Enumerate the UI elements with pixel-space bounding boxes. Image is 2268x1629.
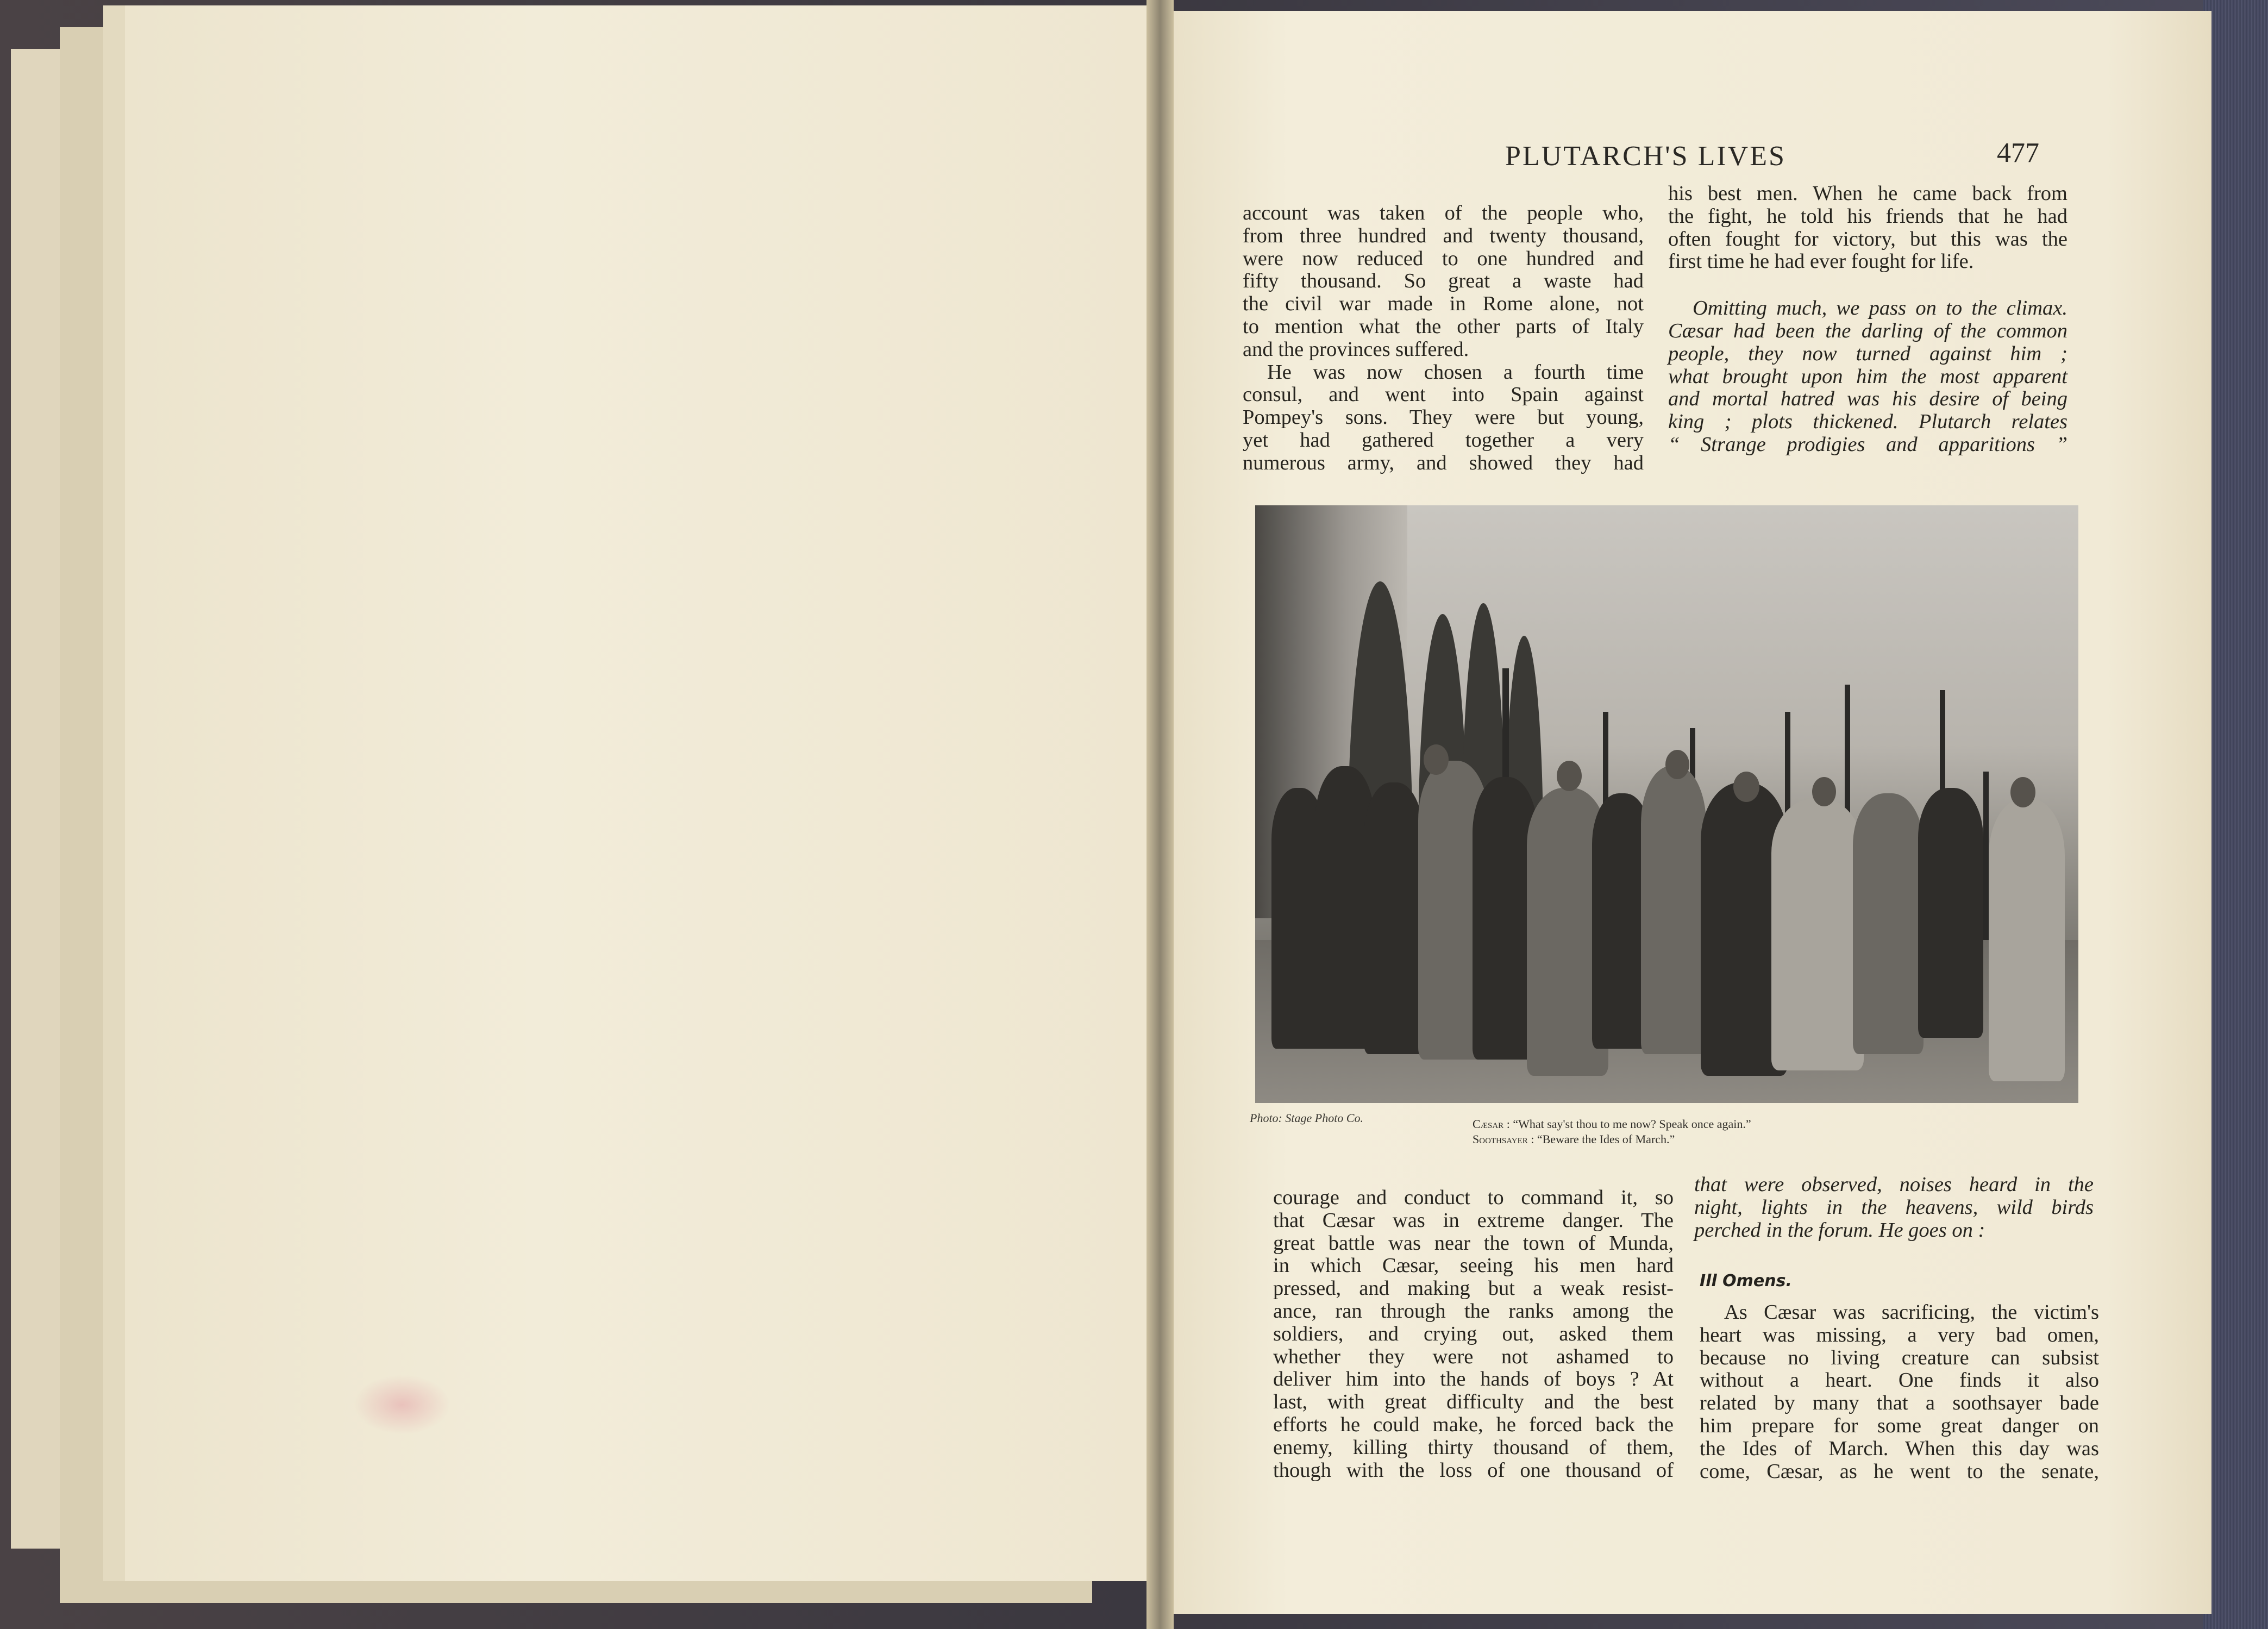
text-line: Omitting much, we pass on to the climax. — [1693, 297, 2067, 320]
text-line: because no living creature can subsist — [1700, 1346, 2099, 1369]
left-blank-page — [125, 5, 1157, 1581]
text-line: heart was missing, a very bad omen, — [1700, 1323, 2099, 1346]
text-column-top-right — [1668, 183, 2067, 456]
page-stack-edge — [11, 49, 136, 1549]
running-head: PLUTARCH'S LIVES — [1505, 141, 1786, 172]
caption-line-soothsayer: “Beware the Ides of March.” — [1537, 1132, 1675, 1146]
text-line: perched in the forum. He goes on : — [1694, 1218, 1985, 1242]
photo-caption — [1473, 1117, 1751, 1147]
text-line: whether they were not ashamed to — [1273, 1345, 1674, 1368]
text-line: to mention what the other parts of Italy — [1243, 315, 1644, 338]
text-line: first time he had ever fought for life. — [1668, 250, 1974, 273]
text-line: his best men. When he came back from — [1668, 182, 2067, 205]
text-line: what brought upon him the most apparent — [1668, 365, 2067, 388]
book-gutter — [1146, 0, 1174, 1629]
text-line: related by many that a soothsayer bade — [1700, 1392, 2099, 1415]
page-number: 477 — [1997, 137, 2039, 168]
text-line: fifty thousand. So great a waste had — [1243, 270, 1644, 293]
caption-line-caesar: “What say'st thou to me now? Speak once again.” — [1513, 1117, 1751, 1131]
text-line: come, Cæsar, as he went to the senate, — [1700, 1459, 2099, 1483]
text-line: consul, and went into Spain against — [1243, 383, 1644, 406]
text-line: and the provinces suffered. — [1243, 337, 1469, 361]
section-subheading: Ill Omens. — [1700, 1271, 1792, 1290]
text-column-bottom-right-italic — [1694, 1174, 2094, 1242]
text-line: that Cæsar was in extreme danger. The — [1273, 1208, 1674, 1232]
text-column-bottom-right — [1700, 1301, 2099, 1483]
text-line: As Cæsar was sacrificing, the victim's — [1724, 1301, 2099, 1324]
text-line: night, lights in the heavens, wild birds — [1694, 1195, 2094, 1219]
text-line: without a heart. One finds it also — [1700, 1369, 2099, 1392]
text-line: soldiers, and crying out, asked them — [1273, 1322, 1674, 1345]
caption-speaker-soothsayer: Soothsayer : — [1473, 1132, 1534, 1146]
photo-credit: Photo: Stage Photo Co. — [1250, 1111, 1363, 1125]
caption-speaker-caesar: Cæsar : — [1473, 1117, 1510, 1131]
text-line: ance, ran through the ranks among the — [1273, 1299, 1674, 1323]
text-line: the Ides of March. When this day was — [1700, 1437, 2099, 1460]
text-line: people, they now turned against him ; — [1668, 342, 2067, 365]
text-line: “ Strange prodigies and apparitions ” — [1668, 433, 2067, 456]
text-column-bottom-left — [1273, 1187, 1674, 1482]
ink-stain — [353, 1375, 451, 1434]
text-line: great battle was near the town of Munda, — [1273, 1231, 1674, 1255]
stage-photograph — [1255, 505, 2078, 1103]
text-line: Pompey's sons. They were but young, — [1243, 406, 1644, 429]
text-line: pressed, and making but a weak resist- — [1273, 1277, 1674, 1300]
text-line: him prepare for some great danger on — [1700, 1414, 2099, 1437]
text-line: numerous army, and showed they had — [1243, 451, 1644, 474]
text-line: the civil war made in Rome alone, not — [1243, 292, 1644, 316]
text-line: king ; plots thickened. Plutarch relates — [1668, 410, 2067, 434]
text-line: yet had gathered together a very — [1243, 428, 1644, 452]
text-line: account was taken of the people who, — [1243, 202, 1644, 224]
text-line: Cæsar had been the darling of the common — [1668, 319, 2067, 342]
text-line: last, with great difficulty and the best — [1273, 1390, 1674, 1414]
text-line: He was now chosen a fourth time — [1267, 360, 1644, 384]
text-line: that were observed, noises heard in the — [1694, 1173, 2094, 1196]
text-line: from three hundred and twenty thousand, — [1243, 224, 1644, 247]
text-line: often fought for victory, but this was the — [1668, 227, 2067, 250]
text-line: the fight, he told his friends that he had — [1668, 204, 2067, 228]
text-line: courage and conduct to command it, so — [1273, 1186, 1674, 1209]
text-column-top-left — [1243, 202, 1644, 475]
text-line: were now reduced to one hundred and — [1243, 247, 1644, 270]
cloth-binding-edge — [2203, 0, 2268, 1629]
text-line: and mortal hatred was his desire of being — [1668, 387, 2067, 411]
text-line: in which Cæsar, seeing his men hard — [1273, 1254, 1674, 1277]
text-line: enemy, killing thirty thousand of them, — [1273, 1436, 1674, 1459]
text-line: though with the loss of one thousand of — [1273, 1458, 1674, 1482]
text-line: efforts he could make, he forced back the — [1273, 1413, 1674, 1436]
text-line: deliver him into the hands of boys ? At — [1273, 1368, 1674, 1391]
